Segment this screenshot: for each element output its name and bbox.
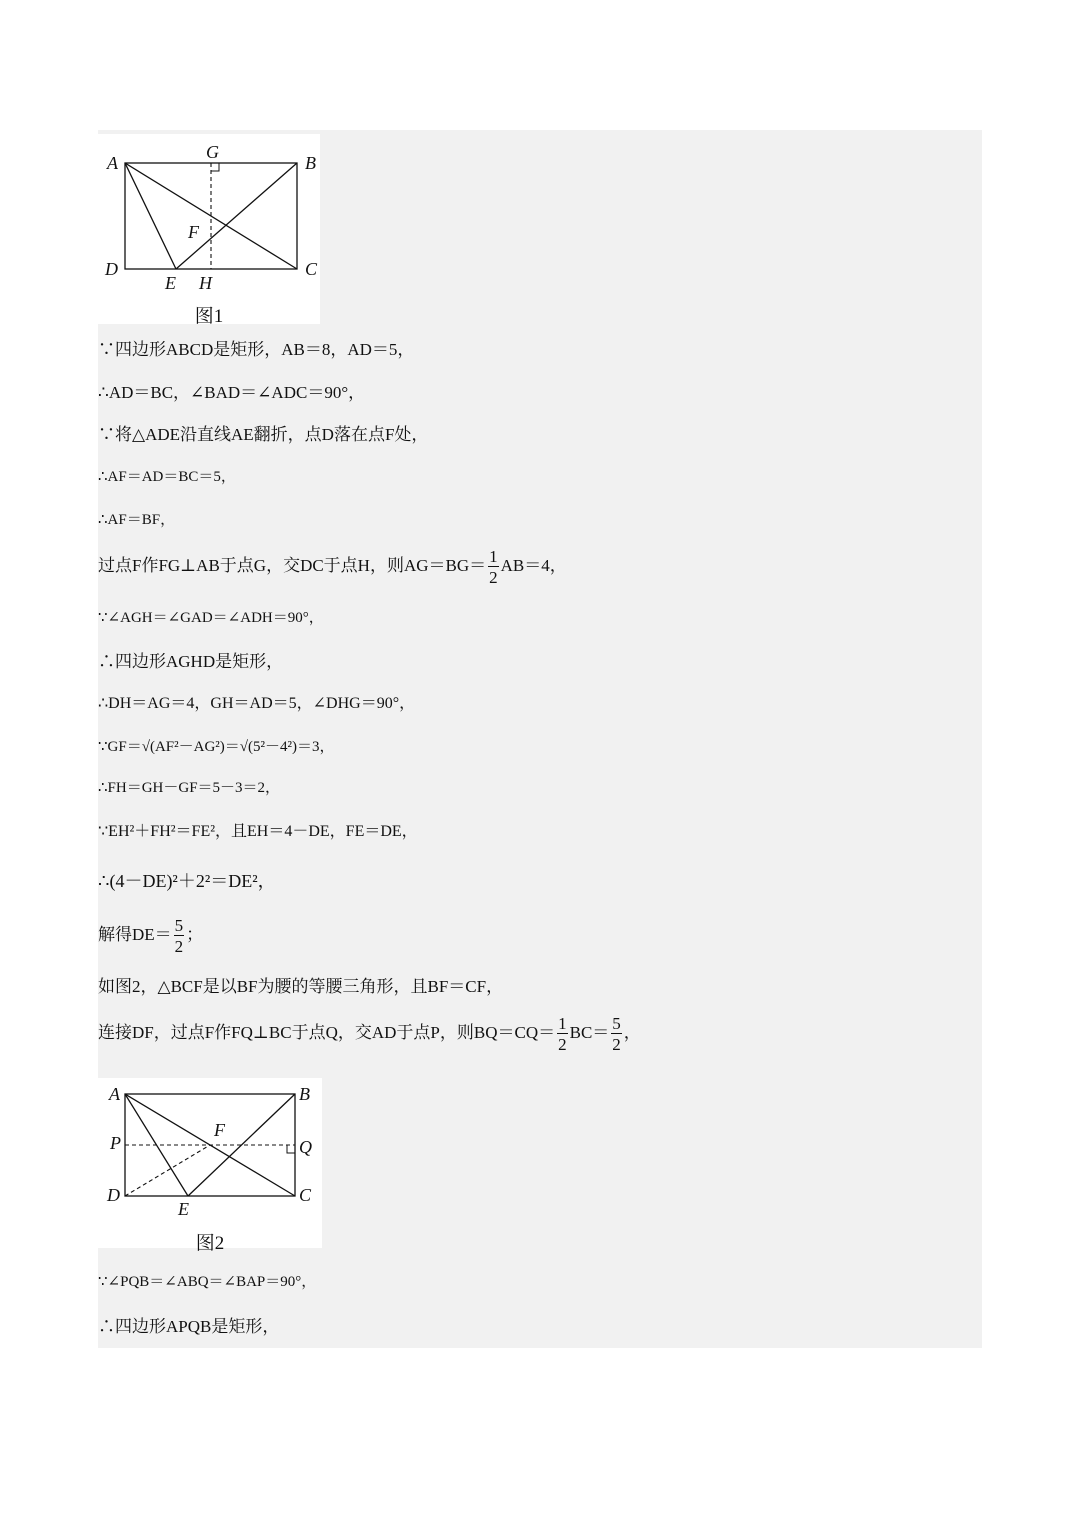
line-9: ∴DH＝AG＝4，GH＝AD＝5，∠DHG＝90°， [98,695,416,712]
label-A: A [107,153,118,173]
line-11: ∴FH＝GH－GF＝5－3＝2， [98,780,281,796]
line-13: ∴(4－DE)²＋2²＝DE²， [98,871,276,891]
label-Q: Q [299,1137,312,1157]
fraction-bc-half: $\frac{1}{2}$ [558,1014,567,1054]
line-6-text: 过点F作FG⊥AB于点G，交DC于点H，则AG＝BG＝ [98,555,487,575]
fraction-five-half: $\frac{5}{2}$ [174,916,184,956]
line-14-text: 解得DE＝ [98,924,172,944]
label-C: C [305,259,318,279]
fraction-one-half: $\frac{1}{2}$ [489,547,498,587]
label-B: B [299,1084,310,1104]
figure-2 [98,1078,322,1254]
line-6-tail: AB＝4， [500,555,567,575]
figure-2-caption: 图2 [195,1233,225,1254]
figure-1-diagram [98,134,320,299]
label-E: E [165,273,176,293]
label-G: G [206,142,219,162]
line-2: ∴AD＝BC，∠BAD＝∠ADC＝90°， [98,383,366,402]
label-F: F [188,222,199,242]
line-10: ∵GF＝√(AF²－AG²)＝√(5²－4²)＝3， [98,739,335,755]
figure-2-diagram [98,1078,322,1218]
label-E: E [178,1199,189,1218]
line-18: ∴四边形APQB是矩形， [98,1317,280,1336]
line-17: ∵∠PQB＝∠ABQ＝∠BAP＝90°， [98,1274,317,1290]
line-1: ∵四边形ABCD是矩形，AB＝8，AD＝5， [98,340,415,359]
line-12: ∵EH²＋FH²＝FE²，且EH＝4－DE，FE＝DE， [98,823,418,840]
line-14 [98,917,203,955]
label-C: C [299,1185,312,1205]
line-3: ∵将△ADE沿直线AE翻折，点D落在点F处， [98,425,429,444]
line-7: ∵∠AGH＝∠GAD＝∠ADH＝90°， [98,610,324,626]
fraction-bc-value: $\frac{5}{2}$ [612,1014,621,1054]
line-4: ∴AF＝AD＝BC＝5， [98,469,236,485]
line-6 [98,548,567,586]
line-8: ∴四边形AGHD是矩形， [98,652,284,671]
label-H: H [199,273,212,293]
label-B: B [305,153,316,173]
line-5: ∴AF＝BF， [98,512,176,528]
label-D: D [107,1185,120,1205]
label-P: P [110,1133,121,1153]
line-15: 如图2，△BCF是以BF为腰的等腰三角形，且BF＝CF， [98,977,504,996]
label-F: F [214,1120,225,1140]
label-D: D [105,259,118,279]
line-14-tail: ； [186,924,204,944]
line-16-mid: BC＝ [569,1022,610,1042]
figure-1-caption: 图1 [194,306,224,327]
label-A: A [109,1084,120,1104]
line-16-text: 连接DF，过点F作FQ⊥BC于点Q，交AD于点P，则BQ＝CQ＝ [98,1022,556,1042]
line-16-tail: ， [623,1022,641,1042]
line-16 [98,1015,641,1053]
figure-1 [98,134,320,327]
